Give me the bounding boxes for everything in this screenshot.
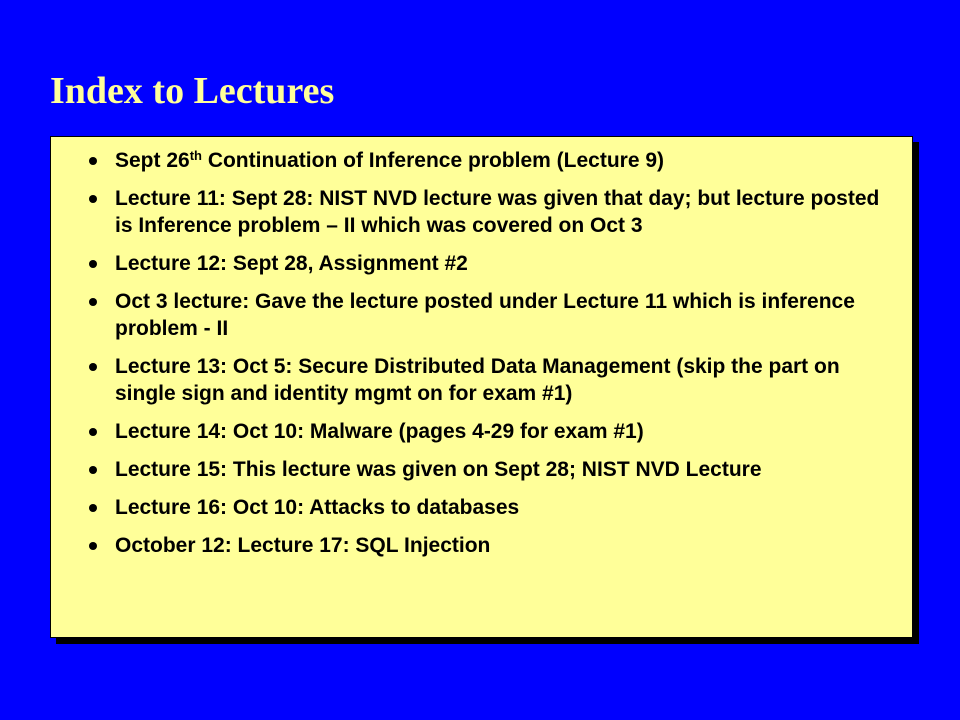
bullet-dot-icon bbox=[89, 195, 97, 203]
bullet-text: October 12: Lecture 17: SQL Injection bbox=[115, 534, 491, 557]
bullet-dot-icon bbox=[89, 363, 97, 371]
bullet-dot-icon bbox=[89, 260, 97, 268]
bullet-dot-icon bbox=[89, 542, 97, 550]
bullet-item bbox=[115, 147, 895, 174]
bullet-text-continued: Continuation of Inference problem (Lecture 9) bbox=[201, 149, 665, 172]
bullet-dot-icon bbox=[89, 504, 97, 512]
bullet-item bbox=[115, 288, 895, 342]
bullet-item bbox=[115, 185, 895, 239]
bullet-superscript: th bbox=[189, 147, 202, 163]
bullet-item bbox=[115, 494, 895, 521]
slide-title: Index to Lectures bbox=[50, 70, 335, 112]
bullet-text: Lecture 15: This lecture was given on Sept 28; NIST NVD Lecture bbox=[115, 458, 762, 481]
bullet-text: Oct 3 lecture: Gave the lecture posted under Lecture 11 which is inference problem - II bbox=[115, 290, 855, 340]
content-box bbox=[50, 136, 913, 638]
bullet-text: Lecture 16: Oct 10: Attacks to databases bbox=[115, 496, 520, 519]
bullet-item bbox=[115, 456, 895, 483]
bullet-item bbox=[115, 353, 895, 407]
bullet-dot-icon bbox=[89, 466, 97, 474]
bullet-dot-icon bbox=[89, 298, 97, 306]
bullet-dot-icon bbox=[89, 428, 97, 436]
bullet-text: Lecture 14: Oct 10: Malware (pages 4-29 for exam #1) bbox=[115, 420, 644, 443]
bullet-text: Lecture 12: Sept 28, Assignment #2 bbox=[115, 252, 468, 275]
bullet-text: Sept 26 bbox=[115, 149, 190, 172]
bullet-text: Lecture 11: Sept 28: NIST NVD lecture was given that day; but lecture posted is Inference problem – II which was covered on Oct 3 bbox=[115, 187, 880, 237]
bullet-item bbox=[115, 418, 895, 445]
bullet-text: Lecture 13: Oct 5: Secure Distributed Data Management (skip the part on single sign and identity mgmt on for exam #1) bbox=[115, 355, 840, 405]
bullet-list bbox=[115, 147, 895, 559]
bullet-item bbox=[115, 250, 895, 277]
bullet-dot-icon bbox=[89, 157, 97, 165]
bullet-item bbox=[115, 532, 895, 559]
